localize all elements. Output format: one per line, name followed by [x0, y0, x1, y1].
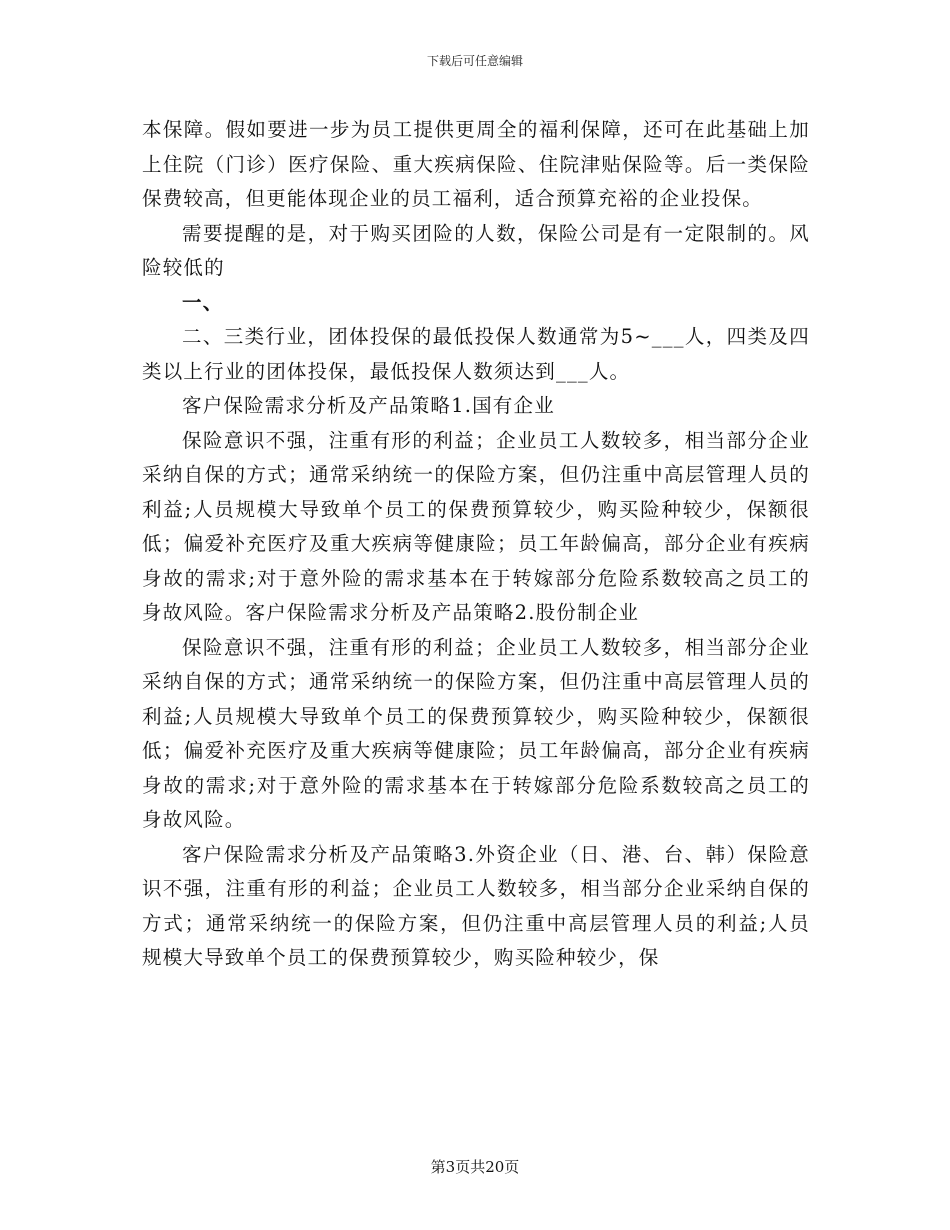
- paragraph: 本保障。假如要进一步为员工提供更周全的福利保障，还可在此基础上加上住院（门诊）医疗保险、重大疾病保险、住院津贴保险等。后一类保险保费较高，但更能体现企业的员工福利，适合预算充裕的企业投保。: [142, 118, 810, 210]
- document-body: [142, 113, 810, 976]
- paragraph: 保险意识不强，注重有形的利益；企业员工人数较多，相当部分企业采纳自保的方式；通常采纳统一的保险方案，但仍注重中高层管理人员的利益;人员规模大导致单个员工的保费预算较少，购买险种较少，保额很低；偏爱补充医疗及重大疾病等健康险；员工年龄偏高，部分企业有疾病身故的需求;对于意外险的需求基本在于转嫁部分危险系数较高之员工的身故风险。客户保险需求分析及产品策略2.股份制企业: [142, 428, 810, 624]
- section-heading: 一、: [182, 290, 224, 314]
- paragraph: 客户保险需求分析及产品策略3.外资企业（日、港、台、韩）保险意识不强，注重有形的利益；企业员工人数较多，相当部分企业采纳自保的方式；通常采纳统一的保险方案，但仍注重中高层管理人员的利益;人员规模大导致单个员工的保费预算较少，购买险种较少，保: [142, 842, 810, 969]
- page-header: 下载后可任意编辑: [426, 54, 523, 68]
- page-footer: 第3页共20页: [430, 1158, 520, 1176]
- paragraph: 二、三类行业，团体投保的最低投保人数通常为5~___人，四类及四类以上行业的团体投保，最低投保人数须达到___人。: [142, 325, 810, 383]
- paragraph: 客户保险需求分析及产品策略1.国有企业: [182, 394, 555, 417]
- paragraph: 保险意识不强，注重有形的利益；企业员工人数较多，相当部分企业采纳自保的方式；通常采纳统一的保险方案，但仍注重中高层管理人员的利益;人员规模大导致单个员工的保费预算较少，购买险种较少，保额很低；偏爱补充医疗及重大疾病等健康险；员工年龄偏高，部分企业有疾病身故的需求;对于意外险的需求基本在于转嫁部分危险系数较高之员工的身故风险。: [142, 635, 810, 831]
- paragraph: 需要提醒的是，对于购买团险的人数，保险公司是有一定限制的。风险较低的: [142, 221, 810, 279]
